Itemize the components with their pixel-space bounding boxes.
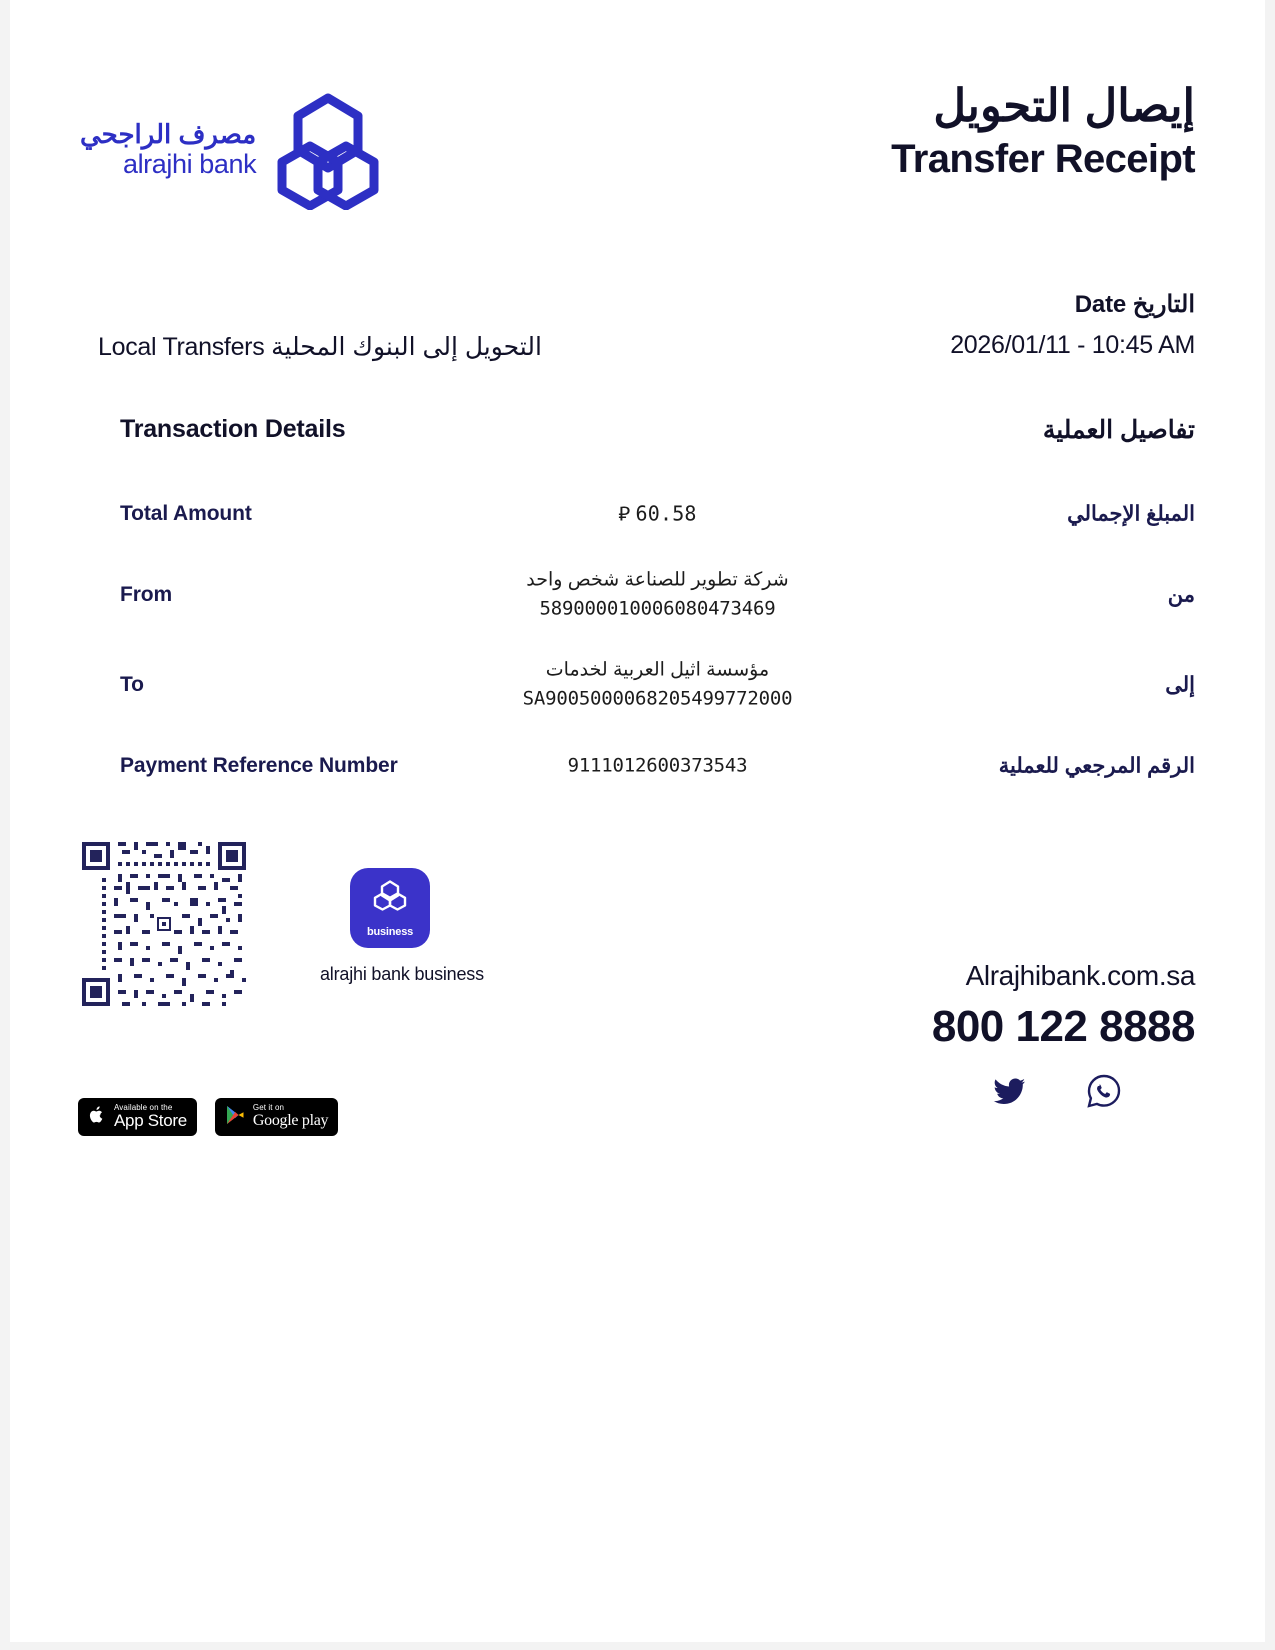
transaction-details-title-english: Transaction Details — [120, 415, 346, 443]
saudi-riyal-symbol-icon: ⃂ — [618, 501, 631, 526]
transaction-details-title-arabic: تفاصيل العملية — [1042, 416, 1195, 444]
transaction-details-heading — [120, 415, 1195, 451]
alrajhi-business-app-icon — [350, 868, 430, 948]
website-link[interactable]: Alrajhibank.com.sa — [965, 960, 1195, 991]
bank-name-block — [80, 120, 256, 179]
page-title-english: Transfer Receipt — [891, 137, 1195, 182]
google-play-badge-small: Get it on — [252, 1103, 285, 1113]
app-store-badge-texts — [114, 1104, 187, 1130]
page-edge-bottom — [0, 1642, 1275, 1650]
date-label — [950, 290, 1195, 319]
apple-logo-icon — [88, 1104, 106, 1131]
row-label-english: To — [120, 673, 144, 696]
google-play-badge-big: Google play — [252, 1111, 329, 1129]
to-account-name: مؤسسة اثيل العربية لخدمات — [545, 659, 770, 681]
bank-name-english: alrajhi bank — [122, 149, 257, 180]
alrajhi-trefoil-small-icon — [373, 880, 407, 917]
business-app-icon-word: business — [366, 926, 414, 938]
row-label-arabic: المبلغ الإجمالي — [1067, 502, 1195, 526]
page-title-arabic: إيصال التحويل — [933, 80, 1195, 131]
app-store-badges — [78, 1098, 338, 1136]
receipt-titles — [891, 78, 1195, 184]
row-label-arabic: من — [1167, 583, 1195, 607]
google-play-badge-texts — [253, 1104, 328, 1129]
app-store-badge-small: Available on the — [114, 1102, 173, 1112]
service-type-line — [98, 332, 542, 362]
alrajhi-trefoil-logo-icon — [274, 90, 382, 210]
row-value-to — [120, 656, 1195, 715]
business-app-block — [320, 868, 484, 985]
row-label-english: Total Amount — [120, 502, 252, 525]
row-value-from — [120, 566, 1195, 625]
phone-number: 800 122 8888 — [931, 1002, 1195, 1051]
payment-reference-number: 9111012600373543 — [567, 754, 748, 777]
bank-name-arabic: مصرف الراجحي — [80, 119, 257, 150]
date-label-english: Date — [1074, 291, 1127, 318]
row-label-english: From — [120, 583, 173, 606]
service-type-arabic: التحويل إلى البنوك المحلية — [271, 333, 542, 361]
bank-logo — [80, 90, 382, 210]
from-account-name: شركة تطوير للصناعة شخص واحد — [526, 569, 789, 591]
page-edge-right — [1265, 0, 1275, 1650]
row-value-total-amount — [120, 498, 1195, 529]
contact-block — [932, 960, 1195, 1108]
row-label-arabic: الرقم المرجعي للعملية — [998, 754, 1195, 778]
table-row-from — [120, 550, 1195, 640]
from-account-number: 589000010006080473469 — [539, 598, 776, 620]
page-edge-left — [0, 0, 10, 1650]
table-row-payment-reference — [120, 730, 1195, 802]
app-store-badge[interactable] — [78, 1098, 197, 1136]
to-account-iban: SA9005000068205499772000 — [522, 688, 793, 710]
table-row-to — [120, 640, 1195, 730]
twitter-icon[interactable] — [993, 1074, 1027, 1108]
social-links — [932, 1074, 1195, 1108]
service-type-english: Local Transfers — [98, 333, 265, 361]
business-app-label: alrajhi bank business — [320, 964, 484, 984]
date-label-arabic: التاريخ — [1132, 291, 1195, 318]
date-value: 2026/01/11 - 10:45 AM — [950, 331, 1195, 359]
total-amount-value: 60.58 — [635, 501, 697, 526]
receipt-header — [70, 70, 1205, 230]
row-label-arabic: إلى — [1165, 673, 1195, 697]
table-row-total-amount — [120, 478, 1195, 550]
app-store-badge-big: App Store — [114, 1111, 187, 1131]
google-play-icon — [225, 1104, 245, 1131]
transaction-details-table — [120, 478, 1195, 802]
row-label-english: Payment Reference Number — [120, 754, 398, 777]
google-play-badge[interactable] — [215, 1098, 338, 1136]
date-block — [950, 290, 1195, 360]
receipt-sheet — [10, 0, 1265, 1642]
whatsapp-icon[interactable] — [1087, 1074, 1121, 1108]
qr-code-icon — [78, 838, 250, 1010]
